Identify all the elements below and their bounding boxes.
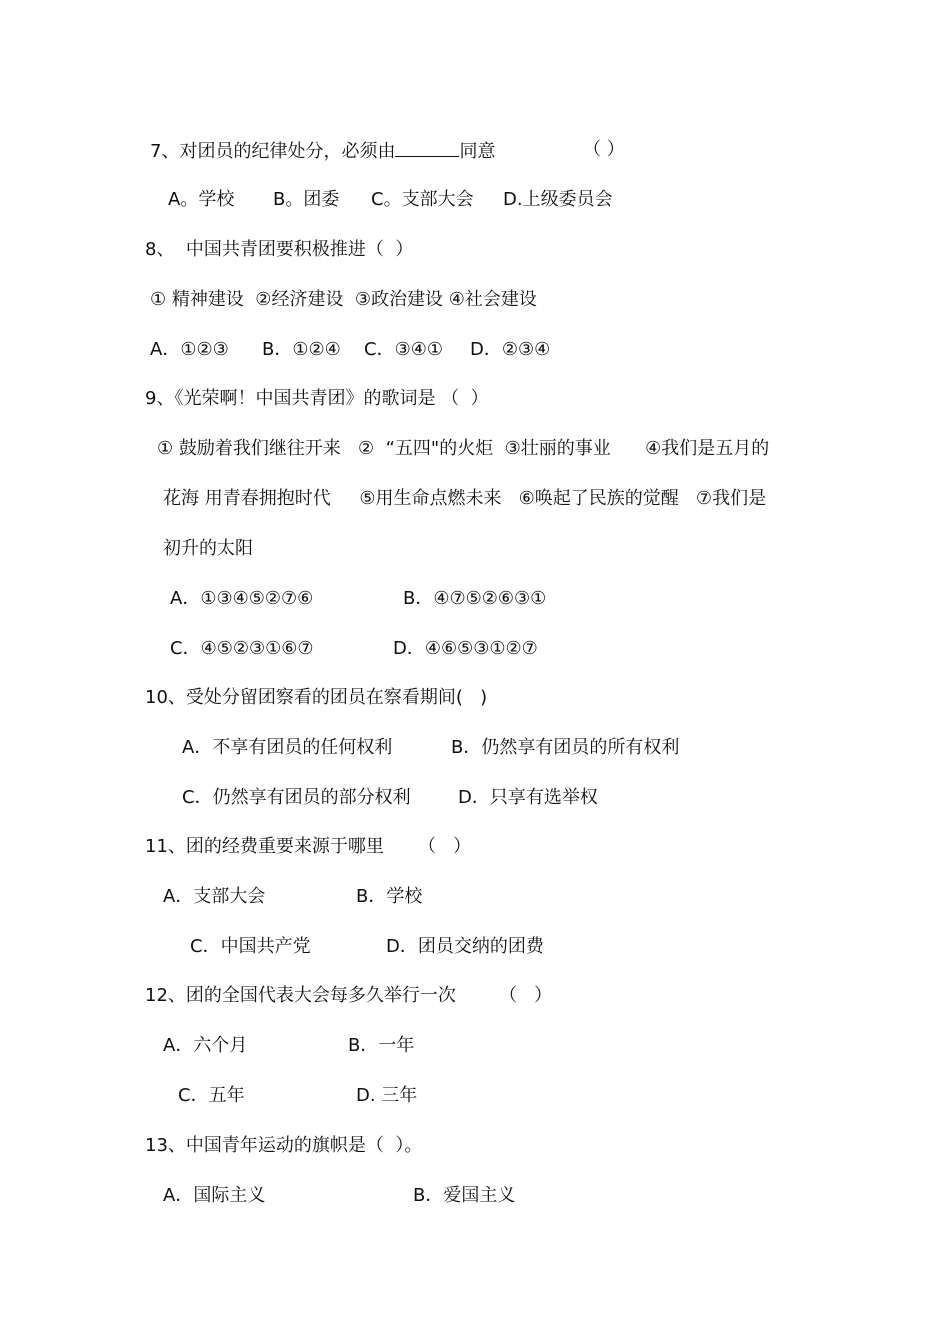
option-b: B。团委 <box>273 189 340 210</box>
fill-in-blank <box>395 138 459 157</box>
question-9-items-line-1: ① 鼓励着我们继往开来 ② “五四"的火炬 ③壮丽的事业 ④我们是五月的 <box>157 438 770 459</box>
option-b: B．一年 <box>348 1035 415 1056</box>
question-7-stem <box>150 138 495 164</box>
question-8-items: ① 精神建设 ②经济建设 ③政治建设 ④社会建设 <box>150 289 537 310</box>
option-c: C．五年 <box>178 1085 245 1106</box>
option-d: D．只享有选举权 <box>458 787 598 808</box>
option-a: A．六个月 <box>163 1035 248 1056</box>
question-7-stem-before: 7、对团员的纪律处分，必须由 <box>150 141 396 162</box>
answer-parentheses: （ ） <box>583 139 625 160</box>
question-9-items-line-3: 初升的太阳 <box>163 538 253 559</box>
option-b: B．④⑦⑤②⑥③① <box>403 588 547 609</box>
question-12-stem: 12、团的全国代表大会每多久举行一次 <box>145 985 456 1006</box>
option-c: C．仍然享有团员的部分权利 <box>182 787 411 808</box>
question-10-stem: 10、受处分留团察看的团员在察看期间( ) <box>145 687 488 708</box>
option-b: B．仍然享有团员的所有权利 <box>451 737 680 758</box>
option-c: C．③④① <box>364 339 443 360</box>
question-13-stem: 13、中国青年运动的旗帜是（ ）。 <box>145 1135 423 1156</box>
option-a: A．国际主义 <box>163 1185 266 1206</box>
option-b: B．爱国主义 <box>413 1185 516 1206</box>
option-a: A。学校 <box>168 189 235 210</box>
option-c: C．④⑤②③①⑥⑦ <box>170 638 314 659</box>
option-c: C。支部大会 <box>371 189 474 210</box>
option-a: A．支部大会 <box>163 886 266 907</box>
option-c: C．中国共产党 <box>190 936 311 957</box>
option-a: A．①②③ <box>150 339 229 360</box>
option-a: A．不享有团员的任何权利 <box>182 737 393 758</box>
option-d: D.上级委员会 <box>503 189 613 210</box>
answer-parentheses: （ ） <box>499 985 553 1006</box>
option-d: D．④⑥⑤③①②⑦ <box>393 638 538 659</box>
question-9-items-line-2: 花海 用青春拥抱时代 ⑤用生命点燃未来 ⑥唤起了民族的觉醒 ⑦我们是 <box>163 488 767 509</box>
question-9-stem: 9、《光荣啊！中国共青团》的歌词是 （ ） <box>145 388 489 409</box>
answer-parentheses: （ ） <box>418 836 472 857</box>
option-d: D. 三年 <box>356 1085 418 1106</box>
option-b: B．学校 <box>356 886 423 907</box>
question-11-stem: 11、团的经费重要来源于哪里 <box>145 836 384 857</box>
option-d: D．团员交纳的团费 <box>386 936 544 957</box>
option-b: B．①②④ <box>262 339 341 360</box>
question-8-stem: 8、 中国共青团要积极推进（ ） <box>145 239 414 260</box>
question-7-stem-after: 同意 <box>459 141 496 162</box>
option-d: D．②③④ <box>470 339 551 360</box>
option-a: A．①③④⑤②⑦⑥ <box>170 588 314 609</box>
